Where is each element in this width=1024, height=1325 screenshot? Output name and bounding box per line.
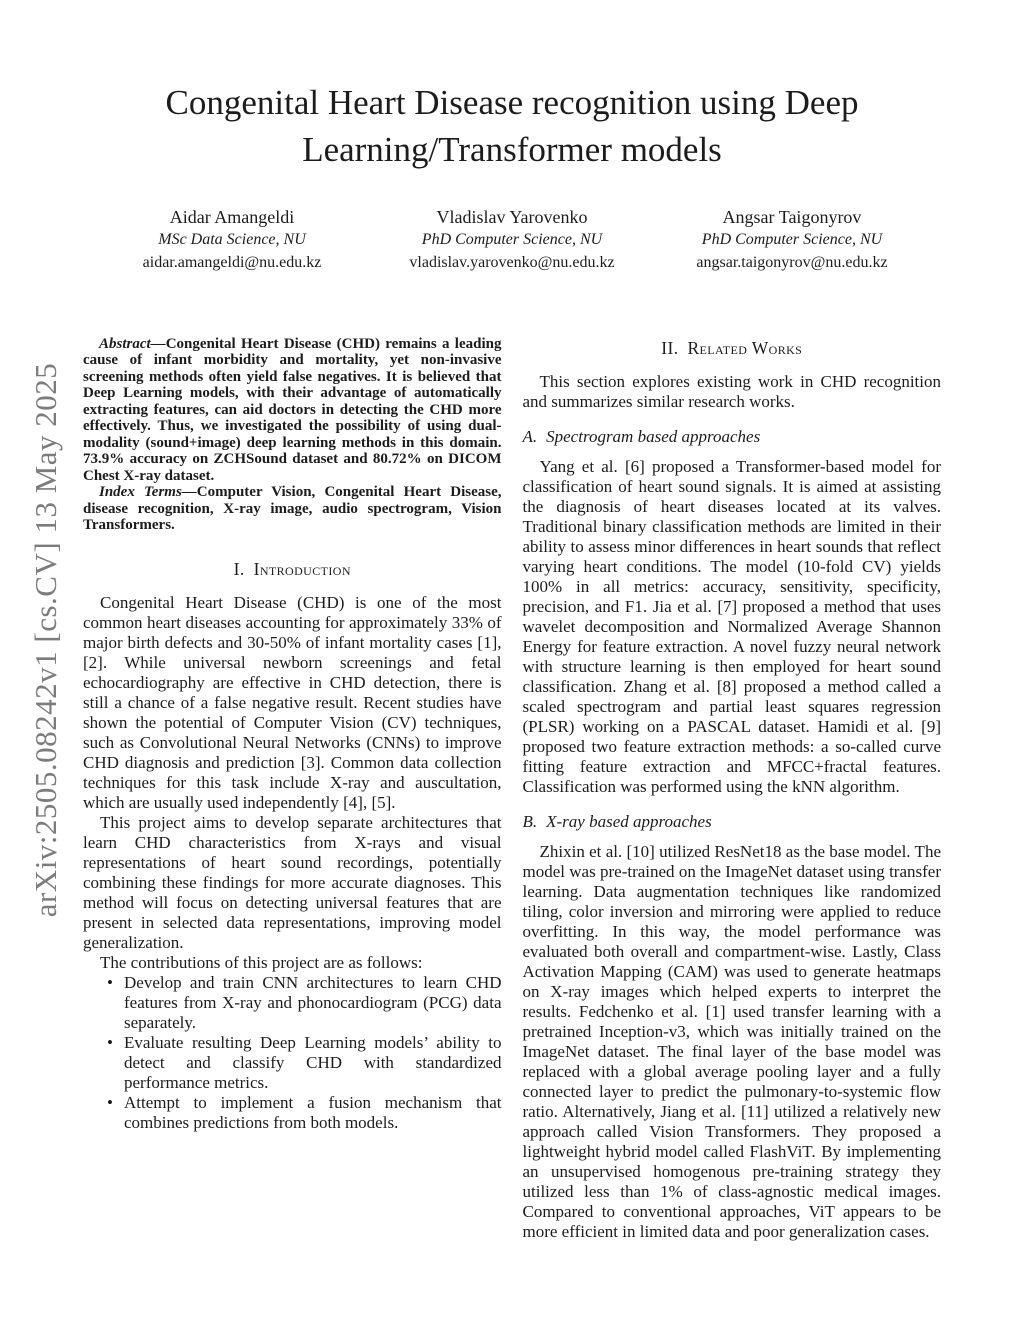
- introduction-paragraph-3: The contributions of this project are as follows:: [100, 952, 423, 972]
- section-heading-related-works: [523, 338, 942, 359]
- two-column-body: [83, 336, 941, 1242]
- abstract-text: Congenital Heart Disease (CHD) remains a leading cause of infant morbidity and mortality, yet non-invasive screening methods often yield false negatives. It is believed that Deep Learning models, with their advantage of automatically extracting features, can aid doctors in detecting the CHD more effectively. Thus, we investigated the possibility of using dual-modality (sound+image) deep learning methods in this domain. 73.9% accuracy on ZCHSound dataset and 80.72% on DICOM Chest X-ray dataset.: [83, 335, 502, 484]
- related-works-intro-paragraph: This section explores existing work in CHD recognition and summarizes similar research works.: [522, 371, 941, 411]
- author-block-3: [666, 207, 918, 274]
- section-heading-introduction: [83, 559, 502, 580]
- contribution-item: • Develop and train CNN architectures to learn CHD features from X-ray and phonocardiogram (PCG) data separately.: [107, 973, 502, 1033]
- right-column: [523, 336, 942, 1242]
- contribution-item: • Evaluate resulting Deep Learning models’ ability to detect and classify CHD with standardized performance metrics.: [107, 1033, 502, 1093]
- author-block-1: [106, 207, 358, 274]
- introduction-paragraph-1: Congenital Heart Disease (CHD) is one of the most common heart diseases accounting for approximately 33% of major birth defects and 30-50% of infant mortality cases [1], [2]. While universal newborn screenings and fetal echocardiography are effective in CHD detection, there is still a chance of a false negative result. Recent studies have shown the potential of Computer Vision (CV) techniques, such as Convolutional Neural Networks (CNNs) to improve CHD diagnosis and prediction [3]. Common data collection techniques for this task include X-ray and auscultation, which are usually used independently [4], [5].: [83, 592, 502, 812]
- section-title: Introduction: [253, 558, 351, 579]
- subsection-heading-xray: [523, 812, 942, 832]
- index-terms-paragraph: [83, 484, 502, 534]
- left-column: [83, 336, 502, 1242]
- contributions-list: [107, 973, 502, 1133]
- author-name: Aidar Amangeldi: [169, 206, 295, 227]
- authors-row: [0, 207, 1024, 274]
- author-block-2: [386, 207, 638, 274]
- author-affiliation: PhD Computer Science, NU: [421, 231, 603, 249]
- author-email: angsar.taigonyrov@nu.edu.kz: [696, 254, 888, 272]
- section-number: II.: [661, 337, 679, 358]
- abstract-paragraph: [83, 336, 502, 485]
- author-affiliation: MSc Data Science, NU: [158, 231, 306, 249]
- author-name: Vladislav Yarovenko: [436, 206, 588, 227]
- index-terms-label: Index Terms—: [99, 484, 197, 501]
- paper-title: Congenital Heart Disease recognition using Deep Learning/Transformer models: [165, 83, 859, 169]
- subsection-title: X-ray based approaches: [546, 811, 712, 831]
- author-affiliation: PhD Computer Science, NU: [701, 231, 883, 249]
- introduction-paragraph-2: This project aims to develop separate architectures that learn CHD characteristics from X-rays and visual representations of heart sound recordings, potentially combining these findings for more accurate diagnoses. This method will focus on detecting universal features that are present in selected data representations, improving model generalization.: [83, 812, 502, 952]
- subsection-title: Spectrogram based approaches: [546, 426, 761, 446]
- author-email: aidar.amangeldi@nu.edu.kz: [142, 254, 322, 272]
- abstract-label: Abstract—: [99, 335, 166, 352]
- section-number: I.: [233, 558, 245, 579]
- subsection-letter: A.: [522, 426, 538, 446]
- author-email: vladislav.yarovenko@nu.edu.kz: [409, 254, 615, 272]
- arxiv-watermark: arXiv:2505.08242v1 [cs.CV] 13 May 2025: [28, 362, 63, 918]
- xray-approaches-paragraph: Zhixin et al. [10] utilized ResNet18 as the base model. The model was pre-trained on the ImageNet dataset using transfer learning. Data augmentation techniques like randomized tiling, color inversion and mirroring were applied to reduce overfitting. In this way, the model performance was evaluated both overall and compartment-wise. Lastly, Class Activation Mapping (CAM) was used to generate heatmaps on X-ray images which helped experts to interpret the results. Fedchenko et al. [1] used transfer learning with a pretrained Inception-v3, which was initially trained on the ImageNet dataset. The final layer of the base model was replaced with a global average pooling layer and a fully connected layer to predict the pulmonary-to-systemic flow ratio. Alternatively, Jiang et al. [11] utilized a relatively new approach called Vision Transformers. They proposed a lightweight hybrid model called FlashViT. By implementing an unsupervised homogenous pre-training strategy they utilized less than 1% of class-agnostic medical images. Compared to conventional approaches, ViT appears to be more efficient in limited data and poor generalization cases.: [522, 841, 941, 1241]
- index-terms-text: Computer Vision, Congenital Heart Disease, disease recognition, X-ray image, audio spectrogram, Vision Transformers.: [83, 484, 502, 534]
- section-title: Related Works: [687, 337, 803, 358]
- contribution-item: • Attempt to implement a fusion mechanism that combines predictions from both models.: [107, 1093, 502, 1133]
- subsection-letter: B.: [522, 811, 538, 831]
- subsection-heading-spectrogram: [523, 427, 942, 447]
- spectrogram-approaches-paragraph: Yang et al. [6] proposed a Transformer-based model for classification of heart sound signals. It is aimed at assisting the diagnosis of heart diseases located at its valves. Traditional binary classification methods are limited in their ability to assess minor differences in heart sounds that reflect varying heart conditions. The model (10-fold CV) yields 100% in all metrics: accuracy, sensitivity, specificity, precision, and F1. Jia et al. [7] proposed a method that uses wavelet decomposition and Normalized Average Shannon Energy for feature extraction. A novel fuzzy neural network with structure learning is then employed for heart sound classification. Zhang et al. [8] proposed a method called a scaled spectrogram and partial least squares regression (PLSR) working on a PASCAL dataset. Hamidi et al. [9] proposed two feature extraction methods: a so-called curve fitting feature extraction and MFCC+fractal features. Classification was performed using the kNN algorithm.: [522, 456, 941, 796]
- author-name: Angsar Taigonyrov: [722, 206, 862, 227]
